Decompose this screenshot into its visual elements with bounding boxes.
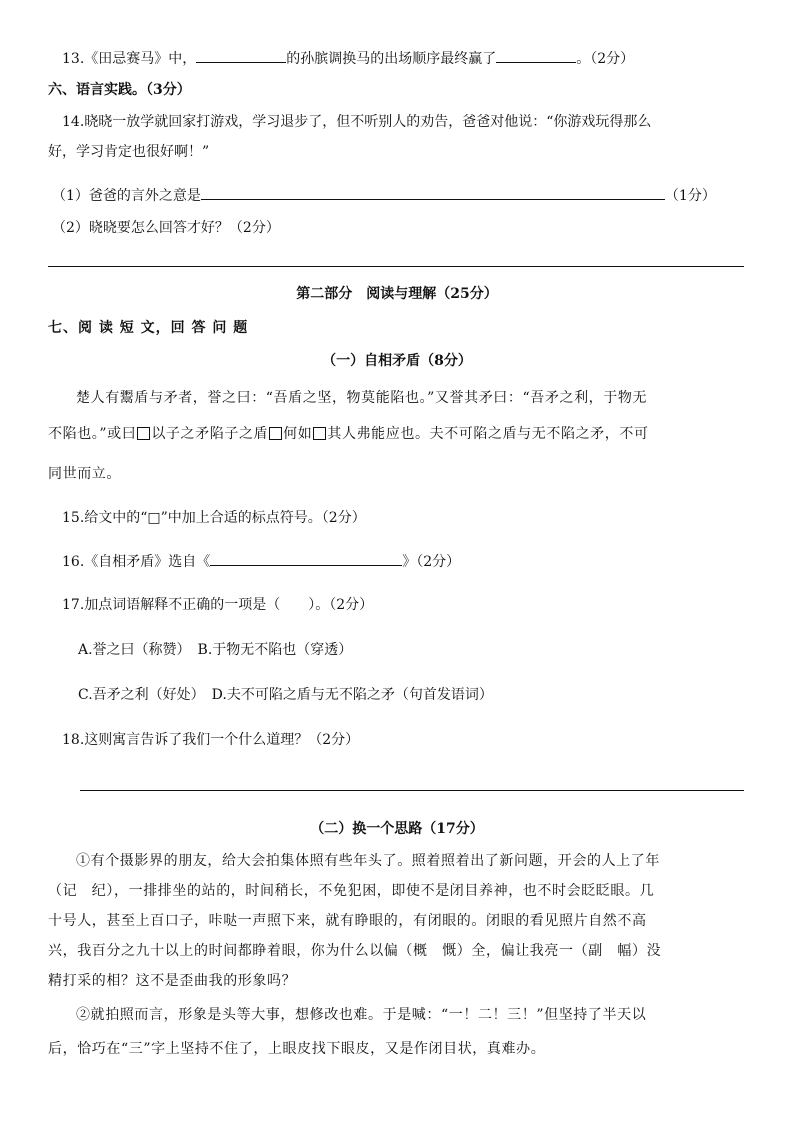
passage-2-p1-line5: 精打采的相？这不是歪曲我的形象吗？ (48, 973, 297, 989)
passage-2-p2-line1: ②就拍照而言，形象是头等大事，想修改也难。于是喊：“一！二！三！”但坚持了半天以 (76, 1007, 647, 1023)
answer-blank[interactable] (201, 185, 665, 200)
question-15: 15.给文中的“□”中加上合适的标点符号。（2分） (62, 510, 366, 526)
passage-text: 其人弗能应也。夫不可陷之盾与无不陷之矛，不可 (327, 426, 649, 442)
q14-sub1-prefix: （1）爸爸的言外之意是 (52, 188, 201, 204)
question-16 (62, 551, 460, 572)
q16-suffix: 》（2分） (402, 554, 461, 570)
q13-prefix: 13.《田忌赛马》中， (62, 51, 197, 67)
passage-2-p1-line4: 兴，我百分之九十以上的时间都睁着眼，你为什么以偏（概 慨）全，偏让我亮一（副 幅）没 (48, 943, 662, 959)
passage-1-title: （一）自相矛盾（8分） (322, 353, 472, 369)
q14-sub1-score: （1分） (664, 188, 716, 204)
answer-line (80, 790, 744, 791)
passage-2-p1-line2: （记 纪），一排排坐的站的，时间稍长，不免犯困，即使不是闭目养神，也不时会眨眨眼。几 (48, 883, 655, 899)
answer-blank[interactable] (196, 48, 286, 63)
question-14-line1: 14.晓晓一放学就回家打游戏，学习退步了，但不听别人的劝告，爸爸对他说：“你游戏玩得那么 (62, 114, 652, 130)
question-14-line2: 好，学习肯定也很好啊！” (48, 144, 210, 160)
q13-suffix: 。（2分） (576, 51, 635, 67)
question-13 (62, 48, 634, 69)
answer-blank[interactable] (210, 551, 402, 566)
question-18: 18.这则寓言告诉了我们一个什么道理？（2分） (62, 732, 360, 748)
part-2-title: 第二部分 阅读与理解（25分） (296, 286, 498, 302)
question-17: 17.加点词语解释不正确的一项是（ ）。（2分） (62, 597, 374, 613)
section-7-title: 七、阅 读 短 文，回 答 问 题 (48, 320, 249, 336)
question-17-options-ab: A.誉之曰（称赞） B.于物无不陷也（穿透） (78, 642, 353, 658)
passage-1-line1: 楚人有鬻盾与矛者，誉之曰：“吾盾之坚，物莫能陷也。”又誉其矛曰：“吾矛之利，于物无 (76, 390, 648, 406)
passage-text: 不陷也。”或曰 (48, 426, 137, 442)
answer-line (48, 266, 744, 267)
passage-2-p2-line2: 后，恰巧在“三”字上坚持不住了，上眼皮找下眼皮，又是作闭目状，真难办。 (48, 1041, 546, 1057)
section-6-title: 六、语言实践。（3分） (48, 82, 191, 98)
passage-text: 以子之矛陷子之盾 (151, 426, 269, 442)
passage-2-p1-line3: 十号人，甚至上百口子，咔哒一声照下来，就有睁眼的，有闭眼的。闭眼的看见照片自然不高 (48, 913, 647, 929)
question-17-options-cd: C.吾矛之利（好处） D.夫不可陷之盾与无不陷之矛（句首发语词） (78, 687, 493, 703)
passage-1-line2 (48, 424, 649, 444)
q16-prefix: 16.《自相矛盾》选自《 (62, 554, 211, 570)
passage-1-line3: 同世而立。 (48, 466, 121, 482)
passage-2-title: （二）换一个思路（17分） (310, 821, 484, 837)
answer-blank[interactable] (496, 48, 576, 63)
punctuation-box[interactable] (313, 427, 326, 440)
passage-2-p1-line1: ①有个摄影界的朋友，给大会拍集体照有些年头了。照着照着出了新问题，开会的人上了年 (76, 853, 660, 869)
question-14-sub1 (52, 185, 716, 206)
passage-text: 何如 (283, 426, 313, 442)
punctuation-box[interactable] (137, 427, 150, 440)
question-14-sub2: （2）晓晓要怎么回答才好？（2分） (52, 220, 280, 236)
q13-middle: 的孙膑调换马的出场顺序最终赢了 (286, 51, 497, 67)
punctuation-box[interactable] (269, 427, 282, 440)
